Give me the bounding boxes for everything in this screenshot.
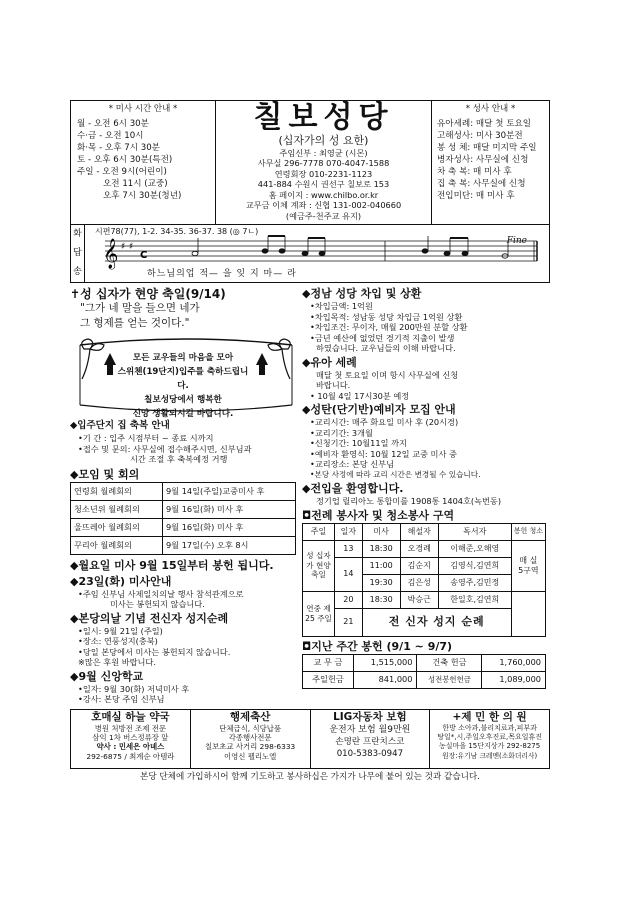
music-staff-area [85,225,549,282]
funeral-phone: 연령회장 010-2231-1123 [274,168,373,179]
catechumen-line: •예비자 환영식: 10월 12일 교중 미사 중 [310,448,457,459]
ad-line: 탕일*,시,주일오후진료,목요일휴진 [437,732,543,741]
banner-line: 스위첸(19단지)입주를 축하드립니다. [117,367,249,391]
offering-amount: 1,760,000 [482,654,546,671]
ad-line: 292-6875 / 최계순 아템라 [86,751,175,761]
ad-title: 행제축산 [229,710,271,723]
mass-times-panel [71,101,216,224]
ad-line: 손명란 프란치스코 [335,736,405,747]
offering-title-text: 지난 주간 봉헌 (9/1 ~ 9/7) [311,639,453,653]
address: 441-884 수원시 권선구 칠보로 153 [257,179,390,190]
table-icon: ◘ [302,508,312,522]
sacrament-line: 유아세례: 매달 첫 토요일 [437,118,532,129]
ad-line: 010-5383-0947 [336,748,404,759]
ad-title: 호매실 하늘 약국 [91,710,170,723]
ad-pharmacy [71,710,191,768]
loan-line: 하였습니다. 교우님들의 이해 바랍니다. [316,343,456,353]
meeting-time: 9월 16일(화) 미사 후 [162,500,295,518]
offering-label: 건축 헌금 [417,654,482,671]
cross-icon: ✝ [70,287,81,301]
catechumen-title: ◆성탄(단기반)예비자 모집 안내 [302,403,456,416]
offering-label: 교 무 금 [303,654,354,671]
lector-cell: 한일호,김연희 [438,591,511,608]
sacrament-line: 봉 성 체: 매달 미지막 주일 [437,142,537,153]
faith-school-line: •강사: 본당 주임 신부님 [78,694,165,704]
bulletin-page [70,100,550,782]
time-cell: 18:30 [362,591,400,608]
office-phone: 사무실 296-7778 070-4047-1588 [257,158,390,169]
ad-line: 한방 소아과,불리치료과,피부과 [442,723,537,732]
ad-line: 병원 처방전 조제 전문 [94,723,167,733]
ad-line: 단체급식, 식당납품 [219,723,282,733]
table-row [71,482,296,500]
time-cell: 11:00 [362,557,400,574]
time-cell: 19:30 [362,574,400,591]
table-row [303,654,546,671]
footer-message: 본당 단체에 가입하시어 함께 기도하고 봉사하십은 가지가 나무에 붙어 있는 것과 같습니다. [140,771,480,782]
pilgrimage-line: •당일 본당에서 미사는 봉헌되지 않습니다. [78,646,231,657]
svg-text:♯: ♯ [129,242,134,252]
psalm-label-char: 송 [73,266,82,277]
ad-line: 삼익 1차 버스정류장 앞 [92,732,169,742]
mass-time-line: 월 - 오전 6시 30분 [77,118,149,129]
sacrament-line: 차 축 복: 매 미사 후 [437,166,512,177]
table-row [71,518,296,536]
offering-title [302,640,550,654]
column-header: 해설자 [400,523,438,540]
sunday-name: 연중 제25 주일 [303,591,335,636]
liturgy-schedule-table [302,523,546,637]
cleaning-cell [511,591,545,636]
infant-baptism-title: ◆유아 세례 [302,355,357,369]
sacrament-line: 고해성사: 미사 30분전 [437,130,523,141]
cleaning-cell: 매 실 5구역 [511,540,545,591]
welcome-title: ◆전입을 환영합니다. [302,482,404,495]
account-holder: (예금주-천주교 유지) [285,210,362,221]
pilgrimage-line: •장소: 연풍성지(충북) [78,636,158,646]
loan-line: •차입목적: 성남동 성당 차입금 1억원 상환 [310,311,463,322]
day-cell: 14 [335,557,363,591]
column-header: 미사 [362,523,400,540]
ad-title: +제 민 한 의 원 [452,710,527,723]
mass-time-line: 주일 - 오전 9시(어린이) [77,166,167,177]
catechumen-line: •교리시간: 매주 화요일 미사 후 (20시경) [310,417,459,427]
column-header: 독서자 [438,523,511,540]
house-blessing-line: •기 간 : 입주 시점부터 ~ 종료 시까지 [78,433,214,443]
svg-text:C: C [140,250,148,261]
tuesday-mass-line: •주임 신부님 사제일치의날 행사 참석관계으로 [78,588,244,599]
meeting-name: 울뜨레아 월례회의 [71,518,163,536]
mass-time-line: 수·금 - 오전 10시 [77,130,144,141]
ad-line: 각종행사전문 [228,732,272,742]
commentator-cell: 김은성 [400,574,438,591]
meeting-name: 연령회 월례회의 [71,482,163,500]
table-row [303,671,546,688]
column-header: 일자 [335,523,363,540]
congratulation-banner [76,335,290,419]
meeting-name: 꾸리아 월례회의 [71,536,163,554]
sacrament-line: 집 축 복: 사무실에 신청 [437,178,526,189]
meeting-time: 9월 14일(주일)교중미사 후 [162,482,295,500]
sacrament-title: * 성사 안내 * [465,104,516,114]
mass-time-line: 오후 7시 30분(청년) [103,190,182,201]
commentator-cell: 김순지 [400,557,438,574]
quote-line: 그 형제를 얻는 것이다." [80,317,190,329]
infant-baptism-line: 바랍니다. [316,380,351,390]
loan-title: ◆정남 성당 차입 및 상환 [302,287,422,300]
right-column [302,287,550,705]
offering-amount: 1,089,000 [482,671,546,688]
lector-cell: 이해준,오해영 [438,540,511,557]
offering-table [302,654,546,689]
banner-line: 칠보성당에서 행복한 [144,395,222,405]
meetings-table [70,482,296,555]
catechumen-line: •본당 사정에 따라 교리 시간은 변경될 수 있습니다. [310,469,481,479]
catechumen-line: •교리기간: 3개월 [310,427,373,438]
lector-cell: 김영식,김연희 [438,557,511,574]
tuesday-mass-title: ◆23일(화) 미사안내 [70,574,172,588]
catechumen-line: •신청기간: 10월11일 까지 [310,438,407,448]
offering-label: 성전봉헌헌금 [417,671,482,688]
ad-line: 이영신 펠리노엘 [223,751,277,761]
pilgrimage-title: ◆본당의날 기념 전신자 성지순례 [70,611,229,625]
column-header: 봉헌 청소 [511,523,545,540]
ad-butcher [191,710,311,768]
loan-line: •금년 예산에 없었던 경기적 지출이 발생 [310,332,455,343]
column-header: 주일 [303,523,335,540]
meetings-title: ◆모임 및 회의 [70,467,140,481]
ad-clinic [430,710,549,768]
welcome-line: 정기업 릴리아노 통합미를 1908통 1404호(녹번동) [316,496,502,506]
church-patron: (십자가의 성 요한) [278,134,369,147]
sunday-name: 성 십자가 현양 축일 [303,540,335,591]
table-row [71,500,296,518]
psalm-label-char: 화 [73,228,82,239]
catechumen-line: •교리장소: 본당 신부님 [310,459,394,469]
liturgy-title [302,509,550,523]
commentator-cell: 오경례 [400,540,438,557]
psalm-lyrics: 하느님의업 적— 을 잊 지 마— 라 [147,269,297,279]
pastor-line: 주임신부 : 최영균 (시몬) [279,147,368,158]
svg-text:♯: ♯ [121,242,126,252]
banner-line: 신앙 생활되시길 바랍니다. [132,409,234,419]
table-icon: ◘ [302,639,312,653]
infant-baptism-line: • 10월 4일 17시30분 예정 [310,390,410,401]
ad-title: LIG자동차 보험 [333,710,407,723]
loan-line: •차입조건: 무이자, 매월 200만원 분할 상환 [310,322,468,332]
faith-school-line: •일자: 9월 30(화) 저녁미사 후 [78,683,190,694]
fine-marker: Fine [506,236,527,246]
sponsor-ads [70,709,550,769]
ad-line: 원장:유기남 크레멘(소화더리사) [442,751,538,760]
table-header-row [303,523,546,540]
pilgrimage-line: •일시: 9월 21일 (주일) [78,625,163,636]
commentator-cell: 박승근 [400,591,438,608]
table-row [303,591,546,608]
psalm-reference: 시편78(77), 1-2. 34-35. 36-37. 38 (◎ 7ㄴ) [95,227,259,236]
ad-line: 약사 : 민세은 아녜스 [96,742,165,752]
banner-text [116,351,250,421]
infant-baptism-line: 매달 첫 토요일 이며 항시 사무실에 신청 [316,369,459,380]
monday-mass-title: ◆월요일 미사 9월 15일부터 봉헌 됩니다. [70,558,274,572]
faith-school-title: ◆9월 신앙학교 [70,669,144,683]
house-blessing-line: •접수 및 문의: 사무실에 접수해주시면, 신부님과 [78,443,252,454]
ad-line: 농실마을 15단지상가 292-8275 [439,742,541,751]
day-cell: 13 [335,540,363,557]
bulletin-header [70,100,550,225]
table-row [303,608,546,636]
offering-amount: 841,000 [353,671,417,688]
meeting-name: 청소년위 월례회의 [71,500,163,518]
bank-account: 교무금 이체 계좌 : 신협 131-002-040660 [245,200,402,211]
pilgrimage-cell: 전 신자 성지 순례 [362,608,511,636]
psalm-label-char: 답 [73,247,82,258]
church-info-panel [216,101,431,224]
ad-line: 칠보초교 사거리 298-6333 [204,742,296,752]
mass-time-line: 화·목 - 오후 7시 30분 [77,142,160,153]
table-row [303,557,546,574]
left-column [70,287,302,705]
feast-title [70,287,296,301]
banner-line: 모든 교우들의 마음을 모아 [132,353,234,363]
sacrament-panel [431,101,549,224]
content-columns [70,287,550,705]
house-blessing-line: 시간 조절 후 축복예정 거행 [130,454,228,464]
loan-line: •차입금액: 1억원 [310,301,373,311]
treble-clef-icon: 𝄞 [103,239,119,269]
sacrament-line: 병자성사: 사무실에 신청 [437,154,529,165]
sacrament-line: 전입미단: 매 미사 후 [437,190,515,201]
day-cell: 21 [335,608,363,636]
house-blessing-title: ◆입주단지 집 축복 안내 [70,420,170,431]
offering-amount: 1,515,000 [353,654,417,671]
meeting-time: 9월 17일(수) 오후 8시 [162,536,295,554]
feast-title-text: 성 십자가 현양 축일(9/14) [80,287,226,301]
quote-line: "그가 네 말을 들으면 네가 [80,302,200,314]
homepage: 홈 페이지 : www.chilbo.or.kr [268,189,379,200]
ad-insurance [311,710,431,768]
table-row [71,536,296,554]
tuesday-mass-line: 미사는 봉헌되지 않습니다. [110,599,205,609]
ad-line: 운전자 보험 월9만원 [329,724,411,735]
offering-label: 주일헌금 [303,671,354,688]
table-row [303,540,546,557]
pilgrimage-line: ※많은 후원 바랍니다. [78,657,156,667]
day-cell: 20 [335,591,363,608]
responsorial-psalm [70,225,550,283]
lector-cell: 송영주,김민정 [438,574,511,591]
meeting-time: 9월 16일(화) 미사 후 [162,518,295,536]
psalm-label [71,225,85,282]
mass-time-line: 오전 11시 (교중) [103,178,168,189]
time-cell: 18:30 [362,540,400,557]
liturgy-title-text: 전례 봉사자 및 청소봉사 구역 [311,508,455,522]
church-name: 칠보성당 [253,100,394,135]
mass-times-title: * 미사 시간 안내 * [108,104,178,114]
mass-time-line: 토 - 오후 6시 30분(특전) [77,154,173,165]
